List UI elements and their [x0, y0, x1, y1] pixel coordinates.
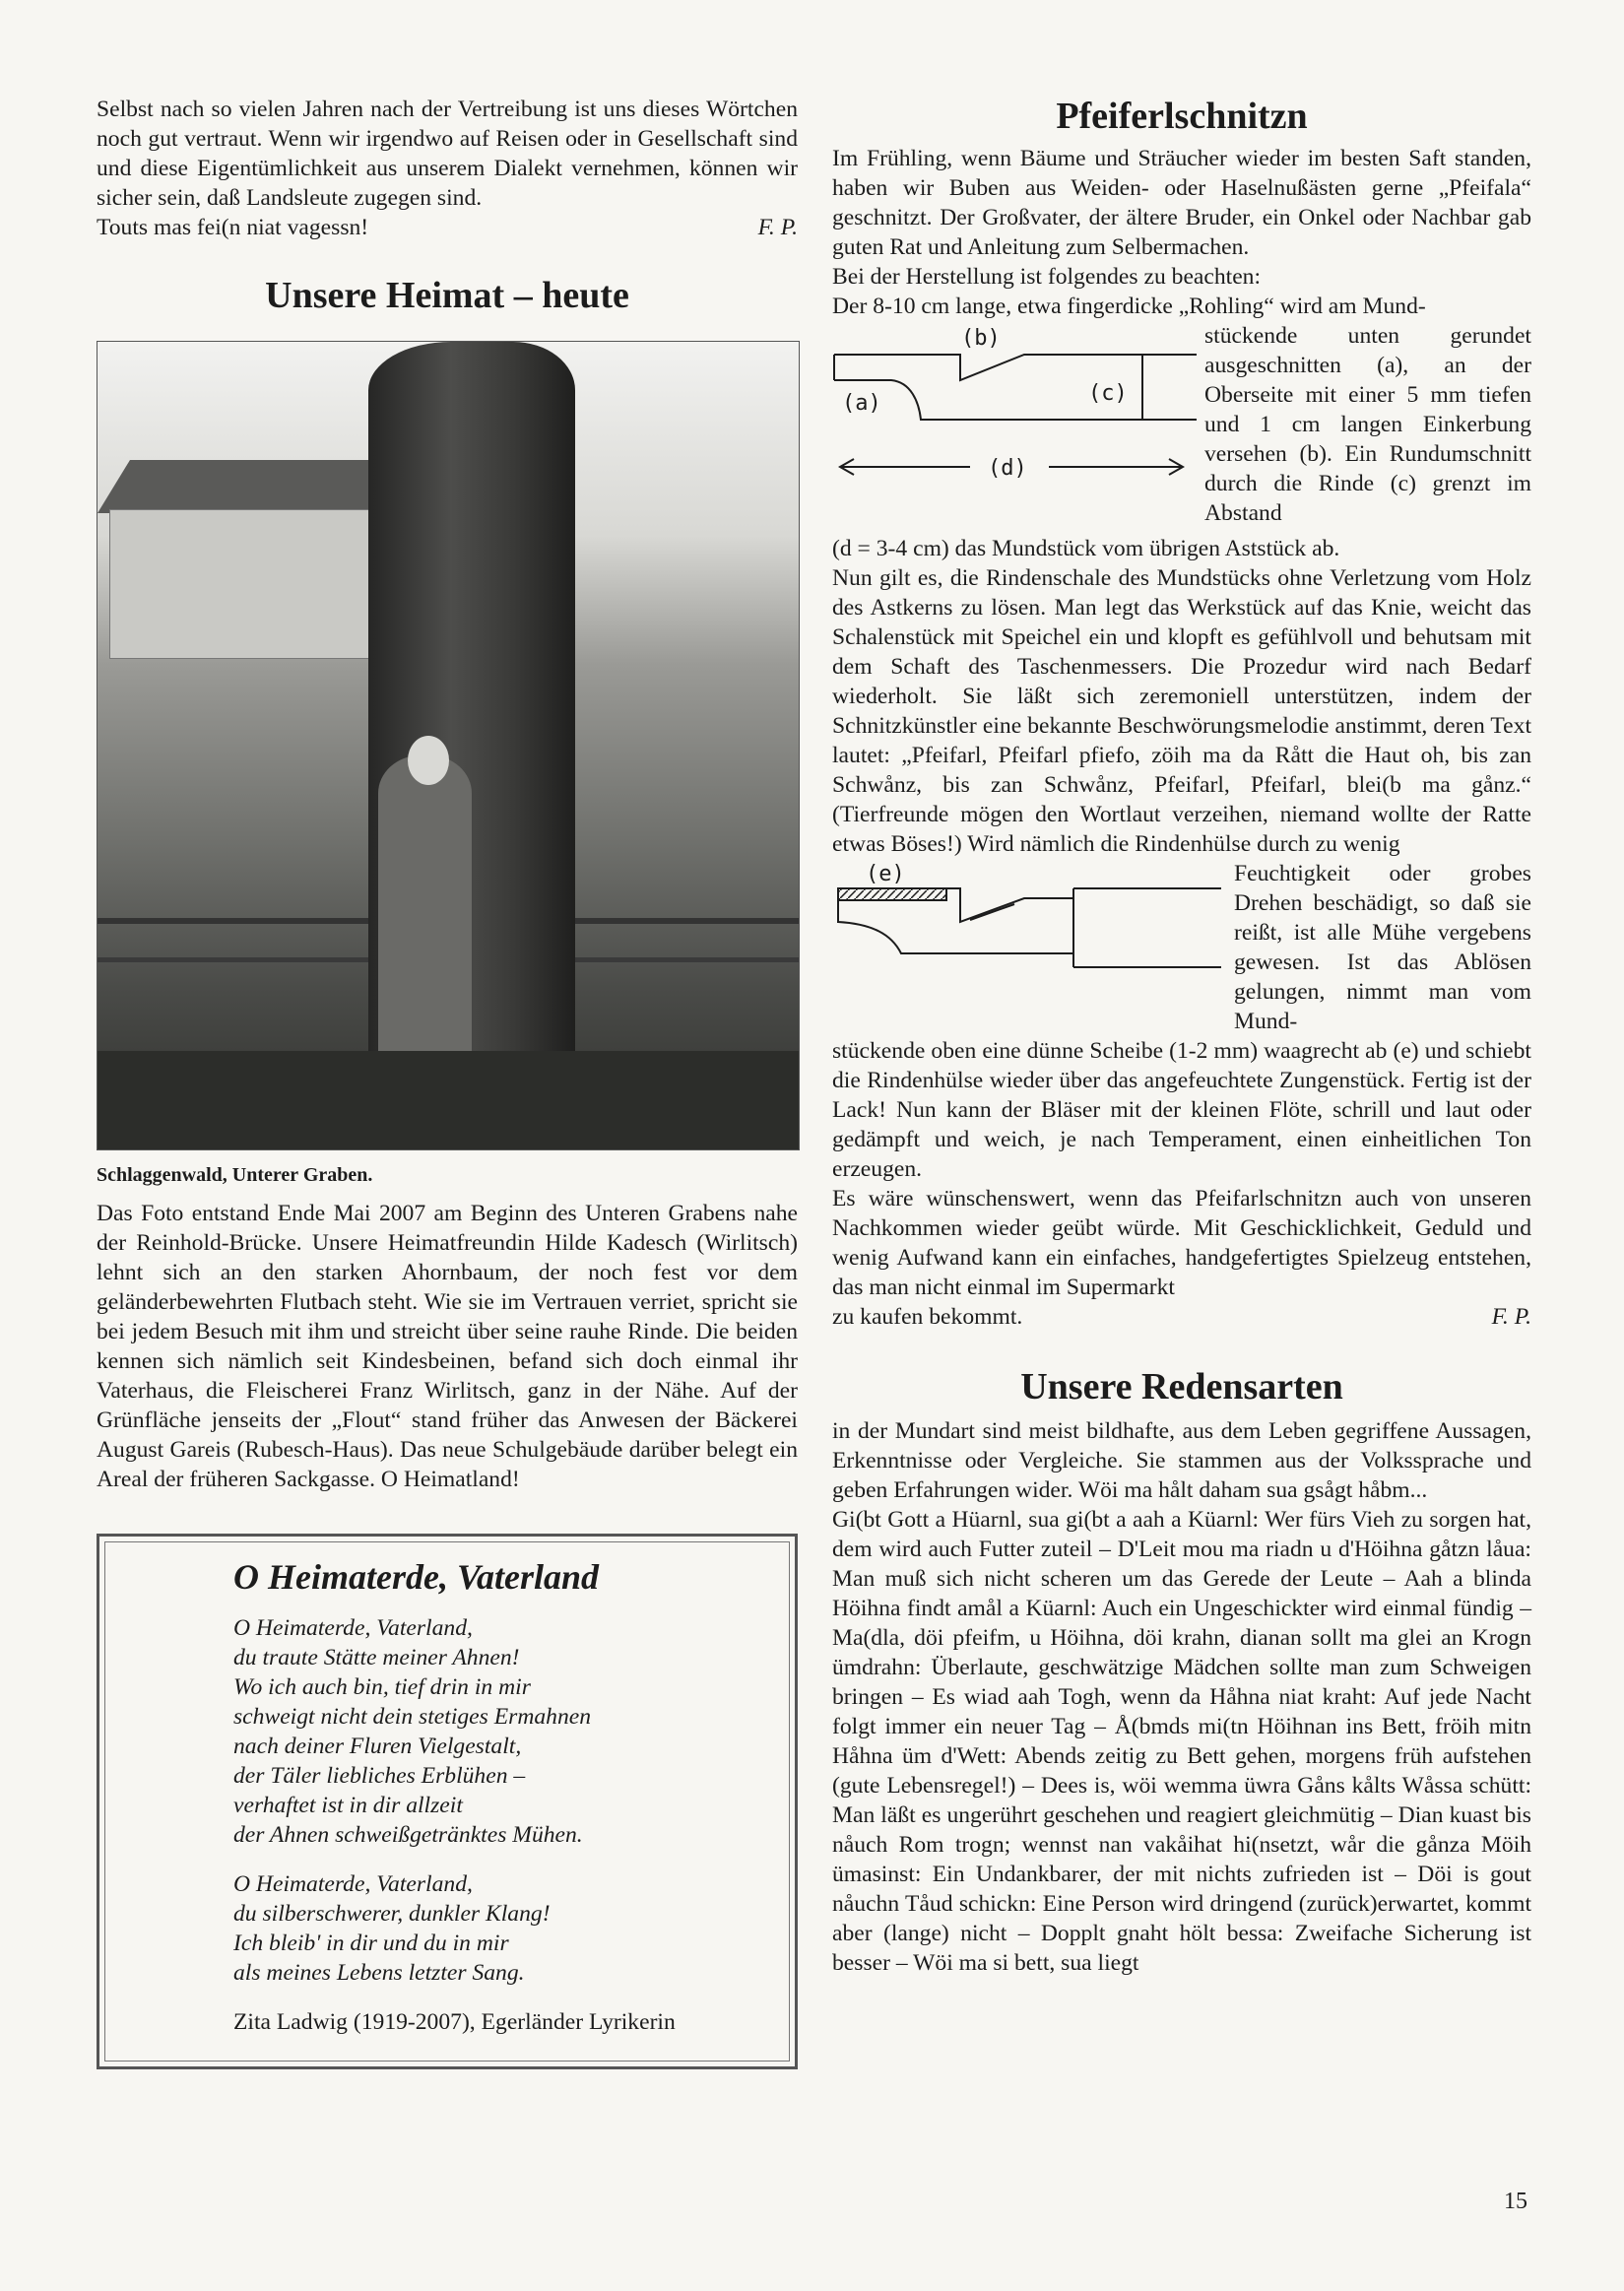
right-column — [832, 95, 1531, 1978]
photo-grass — [97, 1051, 799, 1149]
poem-stanza-2 — [233, 1869, 769, 1988]
section-title-heimat: Unsere Heimat – heute — [265, 275, 629, 316]
diagram-label-b: (b) — [961, 326, 1001, 351]
diagram-label-e: (e) — [866, 862, 905, 886]
poem-line: der Täler liebliches Erblühen – — [233, 1763, 526, 1789]
diagram-upper-outline — [946, 888, 1221, 922]
poem-line: du traute Stätte meiner Ahnen! — [233, 1645, 520, 1670]
whistle-cut-diagram — [832, 321, 1204, 534]
diagram-label-a: (a) — [842, 391, 881, 416]
poem-title: O Heimaterde, Vaterland — [233, 1557, 599, 1597]
poem-line: O Heimaterde, Vaterland, — [233, 1615, 473, 1641]
poem-line: Ich bleib' in dir und du in mir — [233, 1931, 509, 1956]
diagram-label-d: (d) — [988, 456, 1027, 481]
figure-2-block — [832, 859, 1531, 1036]
poem-author: Zita Ladwig (1919-2007), Egerländer Lyrikerin — [233, 2009, 676, 2035]
intro-text: Selbst nach so vielen Jahren nach der Vertreibung ist uns dieses Wörtchen noch gut vertraut. Wenn wir irgendwo auf Reisen oder in Gesellschaft sind und diese Eigentümlichkeit aus unserem Dialekt vernehmen, können wir sicher sein, daß Landsleute zugegen sind. — [97, 97, 798, 211]
poem-line: der Ahnen schweißgetränktes Mühen. — [233, 1822, 583, 1848]
diagram-tongue-line — [970, 904, 1014, 920]
left-column — [97, 95, 798, 2069]
poem-line: du silberschwerer, dunkler Klang! — [233, 1901, 551, 1927]
author-signature: F. P. — [1491, 1304, 1531, 1330]
pfeiferl-paragraph-5: Es wäre wünschenswert, wenn das Pfeifarlschnitzn auch von unseren Nachkommen wieder geübt würde. Mit Geschicklichkeit, Geduld und wenig Aufwand kann ein einfaches, handgefertigtes Spielzeug entstehen, das man nicht einmal im Supermarkt — [832, 1186, 1531, 1300]
poem-inner — [104, 1541, 790, 2062]
heimat-text: Das Foto entstand Ende Mai 2007 am Beginn des Unteren Grabens nahe der Reinhold-Brücke. Unsere Heimatfreundin Hilde Kadesch (Wirlitsch) lehnt sich an den starken Ahornbaum, der noch fest vor dem geländerbewehrten Flutbach steht. Wie sie im Vertrauen verriet, spricht sie bei jedem Besuch mit ihm und streicht über seine rauhe Rinde. Die beiden kennen sich nämlich seit Kindesbeinen, befand sich doch einmal ihr Vaterhaus, die Fleischerei Franz Wirlitsch, ganz in der Nähe. Auf der Grünfläche jenseits der „Flout“ stand früher das Anwesen der Bäckerei August Gareis (Rubesch-Haus). Das neue Schulgebäude darüber belegt ein Areal der früheren Sackgasse. O Heimatland! — [97, 1201, 798, 1492]
pfeiferl-paragraph-4-end: stückende oben eine dünne Scheibe (1-2 mm) waagrecht ab (e) und schiebt die Rindenhülse wieder über das angefeuchtete Zungenstück. Fertig ist der Lack! Nun kann der Bläser mit der kleinen Flöte, schrill und laut oder gedämpft und weich, je nach Temperament, einen einheitlichen Ton erzeugen. — [832, 1038, 1531, 1182]
pfeiferl-paragraph-1: Im Frühling, wenn Bäume und Sträucher wieder im besten Saft standen, haben wir Buben aus Weiden- oder Haselnußästen gerne „Pfeifala“ geschnitzt. Der Großvater, der ältere Bruder, ein Onkel oder Nachbar gab guten Rat und Anleitung zum Selbermachen. — [832, 146, 1531, 260]
redensarten-paragraph-2: Gi(bt Gott a Hüarnl, sua gi(bt a aah a Küarnl: Wer fürs Vieh zu sorgen hat, dem wird auch Futter zuteil – D'Leit mou ma riadn u d'Höihna gåtzn låua: Man muß sich nicht scheren um das Gerede der Leute – Aah a blinda Höihna findt amål a Küarnl: Auch ein Ungeschickter wird einmal fündig – Ma(dla, döi pfeifm, u Höihna, döi krahn, dianan sollt ma glei an Krogn ümdrahn: Überlaute, geschwätzige Mädchen sollte man zum Schweigen bringen – Es wiad aah Togh, wenn da Håhna niat kraht: Auf jede Nacht folgt immer ein neuer Tag – Å(bmds mi(tn Höihnan ins Bett, fröih mitn Håhna üm d'Wett: Abends zeitig zu Bett gehen, morgens früh aufstehen (gute Lebensregel!) – Dees is, wöi wemma üwra Gåns kålts Wåssa schütt: Man läßt es ungerührt geschehen und reagiert gleichmütig – Dian kuast bis nåuch Rom trogn; wennst nan vakåihat hi(nsetzt, wår die gånza Möih ümasinst: Ein Undankbarer, der mit nichts zufrieden ist – Döi is gout nåuchn Tåud schickn: Eine Person wird dringend (zurück)erwartet, kommt aber (lange) nicht – Dopplt gnaht hölt bessa: Zweifache Sicherung ist besser – Wöi ma si bett, sua liegt — [832, 1507, 1531, 1976]
author-signature: F. P. — [757, 215, 798, 240]
poem-box — [97, 1534, 798, 2069]
section-title-redensarten: Unsere Redensarten — [1020, 1366, 1343, 1407]
pfeiferl-paragraph-3-start: Der 8-10 cm lange, etwa fingerdicke „Rohling“ wird am Mund- — [832, 294, 1426, 319]
photo-person — [378, 755, 472, 1071]
pfeiferl-paragraph-3-end: (d = 3-4 cm) das Mundstück vom übrigen Aststück ab. — [832, 536, 1340, 561]
poem-stanza-1 — [233, 1613, 769, 1850]
pfeiferl-last-words: zu kaufen bekommt. — [832, 1304, 1023, 1330]
poem-line: verhaftet ist in dir allzeit — [233, 1793, 463, 1818]
photo-house — [109, 509, 407, 659]
poem-line: als meines Lebens letzter Sang. — [233, 1960, 525, 1986]
intro-last-sentence: Touts mas fei(n niat vagessn! — [97, 215, 369, 240]
pfeiferl-paragraph-4-side: Feuchtigkeit oder grobes Drehen beschädigt, so daß sie reißt, ist alle Mühe vergebens gewesen. Ist das Ablösen gelungen, nimmt man vom Mund- — [1234, 861, 1531, 1034]
pfeiferl-closing-line — [832, 1302, 1531, 1332]
poem-line: O Heimaterde, Vaterland, — [233, 1871, 473, 1897]
intro-closing-line — [97, 213, 798, 242]
pfeiferl-paragraph-2: Bei der Herstellung ist folgendes zu beachten: — [832, 264, 1262, 290]
poem-line: nach deiner Fluren Vielgestalt, — [233, 1734, 522, 1759]
poem-line: Wo ich auch bin, tief drin in mir — [233, 1674, 531, 1700]
diagram-label-c: (c) — [1088, 381, 1128, 406]
redensarten-paragraph-1: in der Mundart sind meist bildhafte, aus dem Leben gegriffene Aussagen, Erkenntnisse oder Vergleiche. Sie stammen aus der Volkssprache und geben Erfahrungen wider. Wöi ma hålt daham sua gsågt håbm... — [832, 1418, 1531, 1503]
photo-tree-woman — [97, 341, 800, 1150]
figure-1-block — [832, 321, 1531, 534]
photo-caption: Schlaggenwald, Unterer Graben. — [97, 1164, 373, 1186]
photo-person-head — [408, 736, 449, 785]
whistle-tongue-diagram — [832, 859, 1234, 1007]
poem-line: schweigt nicht dein stetiges Ermahnen — [233, 1704, 592, 1730]
page-number: 15 — [1504, 2189, 1527, 2214]
diagram-hatched-slice — [838, 888, 946, 900]
pfeiferl-paragraph-3-side: stückende unten gerundet ausgeschnitten (a), an der Oberseite mit einer 5 mm tiefen und 1 cm langen Einkerbung versehen (b). Ein Rundumschnitt durch die Rinde (c) grenzt im Abstand — [1204, 323, 1531, 526]
pfeiferl-paragraph-4: Nun gilt es, die Rindenschale des Mundstücks ohne Verletzung vom Holz des Astkerns zu lösen. Man legt das Werkstück auf das Knie, weicht das Schalenstück mit Speichel ein und klopft es gefühlvoll und behutsam mit dem Schaft des Taschenmessers. Die Prozedur wird nach Bedarf wiederholt. Sie läßt sich zeremoniell unterstützen, indem der Schnitzkünstler eine bekannte Beschwörungsmelodie anstimmt, deren Text lautet: „Pfeifarl, Pfeifarl pfiefo, zöih ma da Rått die Haut oh, bis zan Schwånz, bis zan Schwånz, Pfeifarl, Pfeifarl, blei(b ma gånz.“ (Tierfreunde mögen den Wortlaut verzeihen, niemand wollte der Ratte etwas Böses!) Wird nämlich die Rindenhülse durch zu wenig — [832, 565, 1531, 857]
diagram-lower-outline — [838, 900, 1073, 953]
section-title-pfeiferl: Pfeiferlschnitzn — [1056, 96, 1308, 137]
